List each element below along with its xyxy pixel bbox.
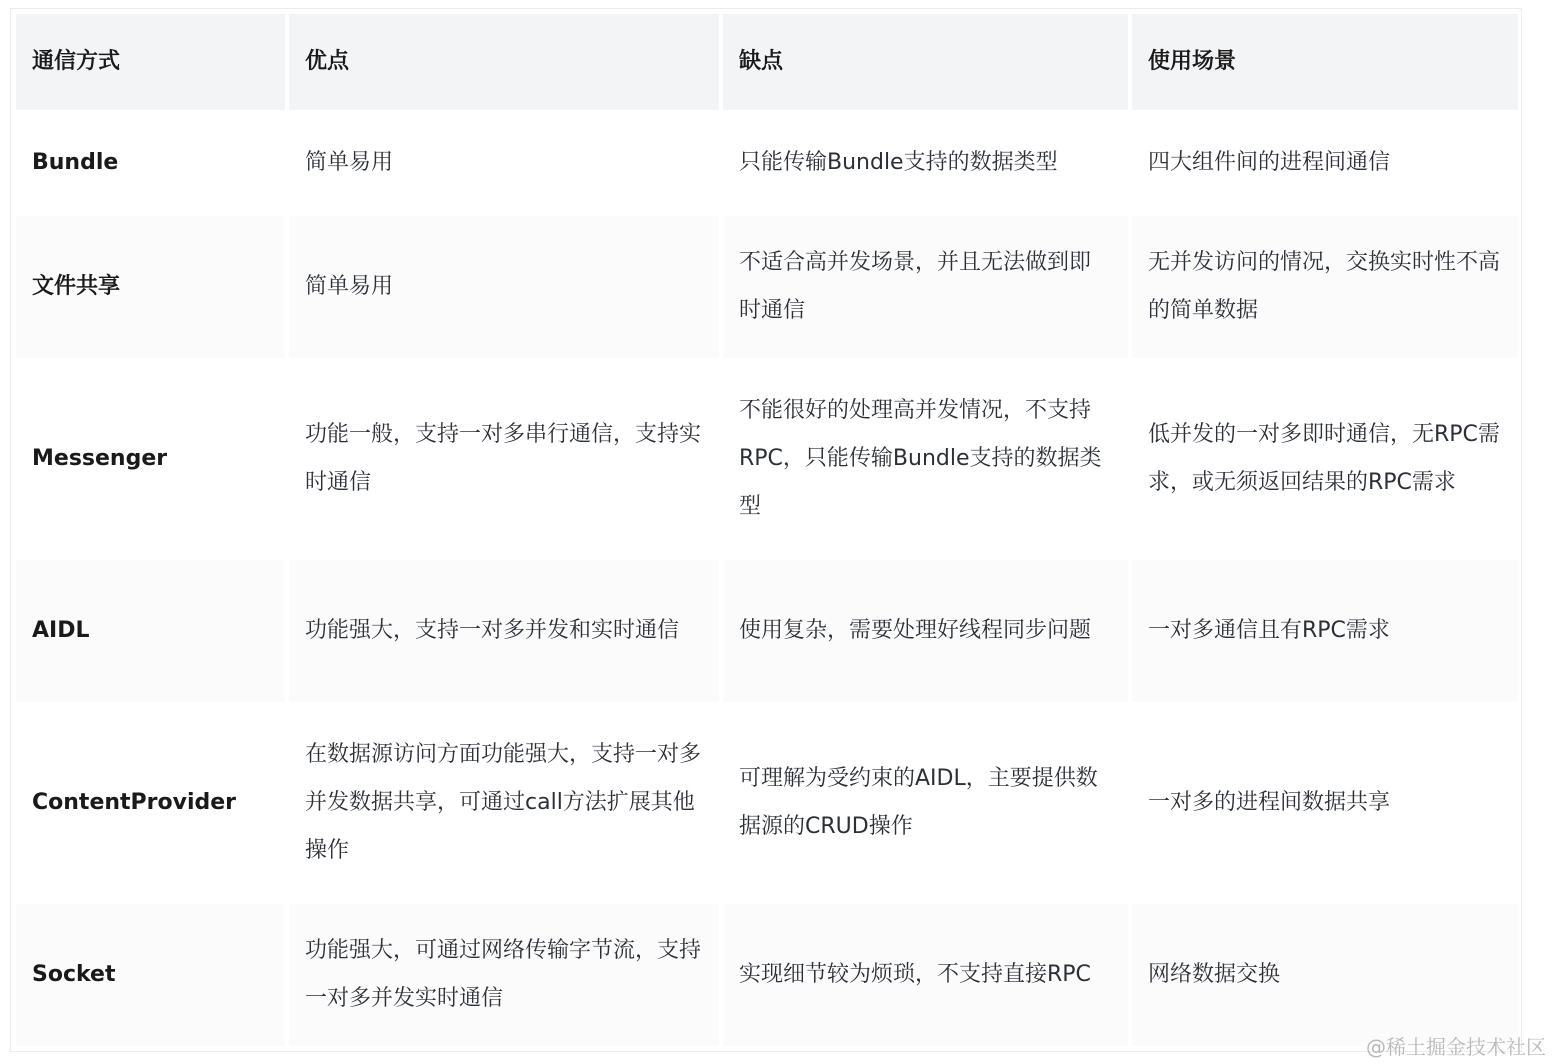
table-header-row xyxy=(16,14,1518,110)
cell-cons: 只能传输Bundle支持的数据类型 xyxy=(723,110,1128,216)
watermark: @稀土掘金技术社区 xyxy=(1366,1035,1546,1059)
cell-pros: 简单易用 xyxy=(289,110,719,216)
cell-usage: 无并发访问的情况，交换实时性不高的简单数据 xyxy=(1132,216,1518,358)
cell-pros: 功能强大，支持一对多并发和实时通信 xyxy=(289,560,719,702)
table-row xyxy=(16,216,1518,358)
cell-usage: 一对多通信且有RPC需求 xyxy=(1132,560,1518,702)
cell-method: ContentProvider xyxy=(16,702,285,904)
header-usage: 使用场景 xyxy=(1132,14,1518,110)
cell-method: Messenger xyxy=(16,358,285,560)
cell-usage: 网络数据交换 xyxy=(1132,904,1518,1046)
cell-cons: 使用复杂，需要处理好线程同步问题 xyxy=(723,560,1128,702)
ipc-comparison-table xyxy=(12,14,1522,1046)
table-row xyxy=(16,358,1518,560)
table-row xyxy=(16,560,1518,702)
cell-cons: 可理解为受约束的AIDL，主要提供数据源的CRUD操作 xyxy=(723,702,1128,904)
cell-method: Bundle xyxy=(16,110,285,216)
table-row xyxy=(16,702,1518,904)
cell-pros: 简单易用 xyxy=(289,216,719,358)
cell-pros: 功能一般，支持一对多串行通信，支持实时通信 xyxy=(289,358,719,560)
cell-cons: 实现细节较为烦琐，不支持直接RPC xyxy=(723,904,1128,1046)
cell-method: AIDL xyxy=(16,560,285,702)
cell-usage: 低并发的一对多即时通信，无RPC需求，或无须返回结果的RPC需求 xyxy=(1132,358,1518,560)
cell-method: Socket xyxy=(16,904,285,1046)
table-row xyxy=(16,904,1518,1046)
cell-usage: 四大组件间的进程间通信 xyxy=(1132,110,1518,216)
cell-cons: 不适合高并发场景，并且无法做到即时通信 xyxy=(723,216,1128,358)
cell-pros: 功能强大，可通过网络传输字节流，支持一对多并发实时通信 xyxy=(289,904,719,1046)
cell-method: 文件共享 xyxy=(16,216,285,358)
table-row xyxy=(16,110,1518,216)
cell-usage: 一对多的进程间数据共享 xyxy=(1132,702,1518,904)
header-method: 通信方式 xyxy=(16,14,285,110)
cell-pros: 在数据源访问方面功能强大，支持一对多并发数据共享，可通过call方法扩展其他操作 xyxy=(289,702,719,904)
header-pros: 优点 xyxy=(289,14,719,110)
cell-cons: 不能很好的处理高并发情况，不支持RPC，只能传输Bundle支持的数据类型 xyxy=(723,358,1128,560)
header-cons: 缺点 xyxy=(723,14,1128,110)
